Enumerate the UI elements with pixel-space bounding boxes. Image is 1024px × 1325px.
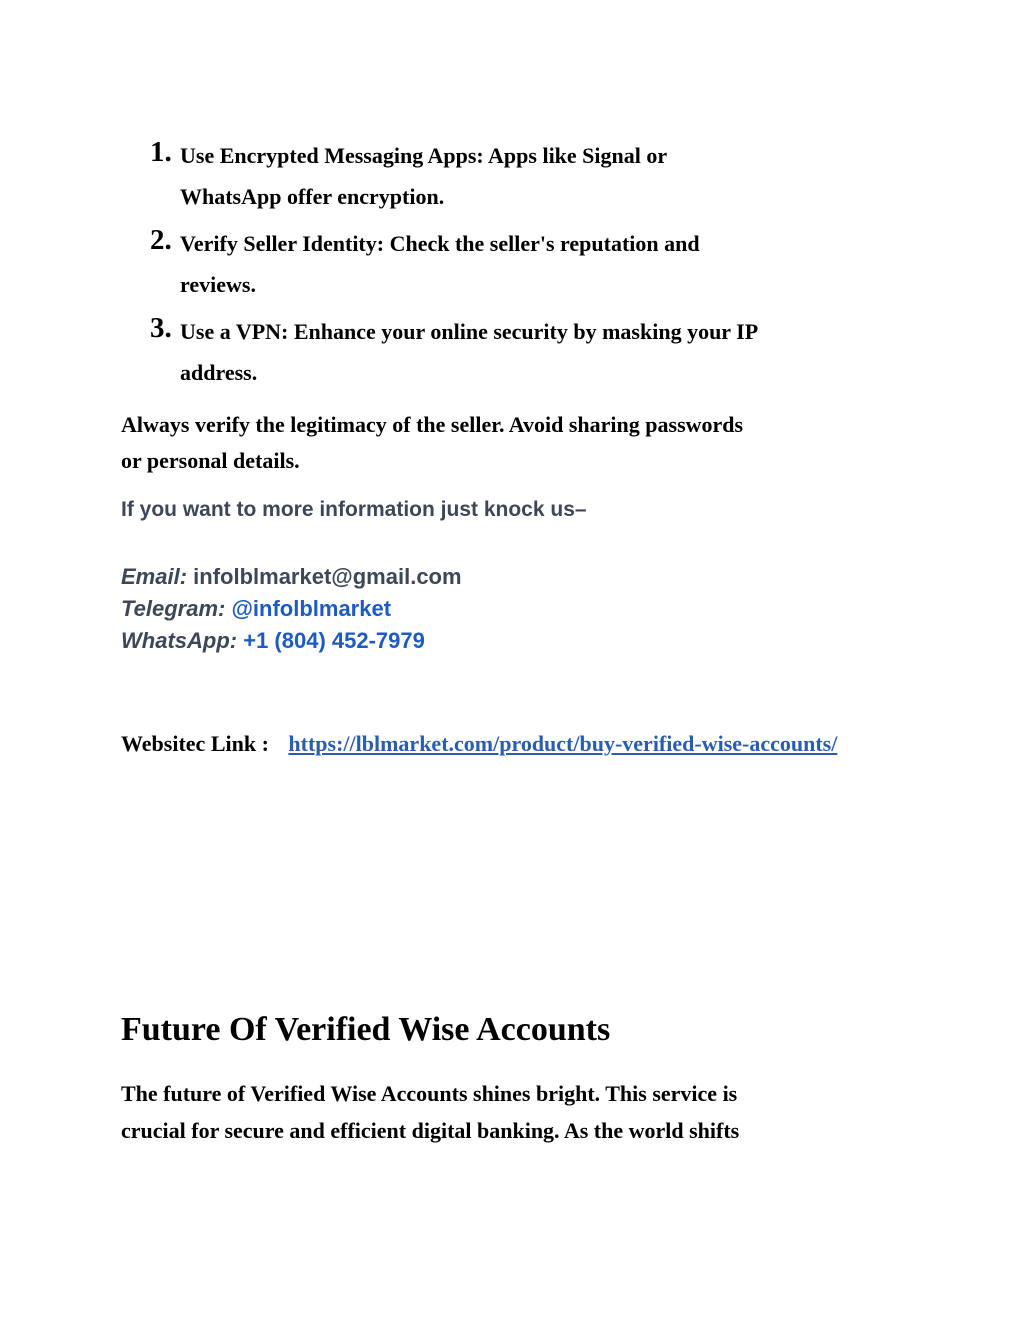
- list-item-use-vpn: [121, 311, 914, 393]
- list-item-text-line: Use a VPN: Enhance your online security by masking your IP: [180, 319, 759, 344]
- website-url-link[interactable]: https://lblmarket.com/product/buy-verified-wise-accounts/: [288, 731, 838, 756]
- section-paragraph-line: crucial for secure and efficient digital banking. As the world shifts: [121, 1118, 740, 1143]
- email-value: infolblmarket@gmail.com: [193, 564, 462, 589]
- list-item-number: 1.: [150, 136, 172, 168]
- contact-intro-text: If you want to more information just knock us–: [121, 498, 587, 521]
- contact-block: [121, 561, 914, 657]
- website-link-label: Websitec Link :: [121, 731, 269, 756]
- list-item-text-line: WhatsApp offer encryption.: [180, 184, 445, 209]
- telegram-label: Telegram:: [121, 596, 226, 621]
- contact-whatsapp-row: [121, 625, 914, 657]
- section-paragraph-line: The future of Verified Wise Accounts shines bright. This service is: [121, 1081, 738, 1106]
- contact-email-row: [121, 561, 914, 593]
- contact-telegram-row: [121, 593, 914, 625]
- warning-paragraph: [121, 407, 914, 479]
- section-paragraph: [121, 1075, 914, 1149]
- whatsapp-label: WhatsApp:: [121, 628, 238, 653]
- list-item-verify-seller: [121, 223, 914, 305]
- list-item-text-line: Use Encrypted Messaging Apps: Apps like Signal or: [180, 143, 668, 168]
- email-label: Email:: [121, 564, 188, 589]
- warning-paragraph-line: Always verify the legitimacy of the seller. Avoid sharing passwords: [121, 412, 744, 437]
- list-item-text-line: Verify Seller Identity: Check the seller's reputation and: [180, 231, 700, 256]
- list-item-encrypted-messaging: [121, 135, 914, 217]
- list-item-text-line: address.: [180, 360, 258, 385]
- website-link-row: [121, 729, 914, 759]
- security-tips-list: [121, 135, 914, 393]
- list-item-text-line: reviews.: [180, 272, 256, 297]
- list-item-number: 3.: [150, 312, 172, 344]
- telegram-handle-link[interactable]: @infolblmarket: [231, 596, 392, 621]
- list-item-number: 2.: [150, 224, 172, 256]
- section-heading: Future Of Verified Wise Accounts: [121, 1011, 611, 1048]
- whatsapp-number-link[interactable]: +1 (804) 452-7979: [243, 628, 425, 653]
- warning-paragraph-line: or personal details.: [121, 448, 300, 473]
